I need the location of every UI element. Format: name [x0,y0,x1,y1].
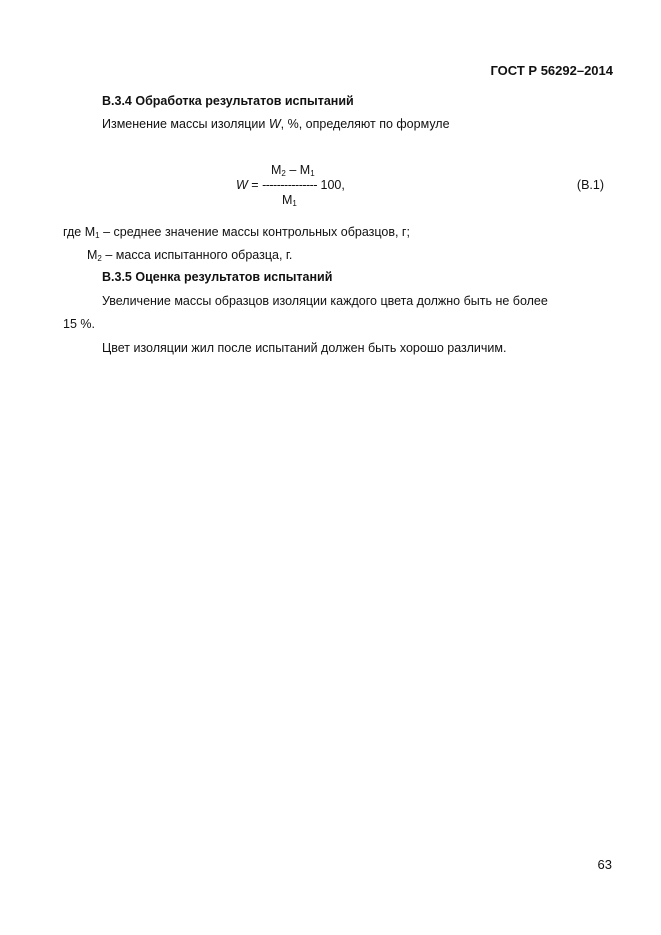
numerator-m1-subscript: 1 [310,169,315,178]
definition-m1 [63,225,410,240]
page-number: 63 [597,857,612,872]
formula-main-line [236,178,345,192]
formula-equals: = [247,178,263,192]
section-heading-b35: В.3.5 Оценка результатов испытаний [102,270,333,284]
definition-m2-prefix: M [87,248,98,262]
document-header: ГОСТ Р 56292–2014 [490,63,613,78]
intro-text-before: Изменение массы изоляции [102,117,269,131]
denominator-m: M [282,193,293,207]
formula-intro [102,117,450,131]
definition-m1-text: – среднее значение массы контрольных образцов, г; [99,225,410,239]
numerator-m: M [271,163,282,177]
definition-m1-subscript: 1 [95,231,100,240]
formula-denominator [282,193,297,208]
paragraph-color-distinguishable: Цвет изоляции жил после испытаний должен быть хорошо различим. [102,341,507,355]
numerator-m2-subscript: 2 [281,169,286,178]
definition-m2-text: – масса испытанного образца, г. [101,248,293,262]
definition-m2-subscript: 2 [97,254,102,263]
denominator-subscript: 1 [292,199,297,208]
intro-text-after: , %, определяют по формуле [280,117,450,131]
formula-numerator [271,163,315,178]
definition-m1-prefix: где M [63,225,96,239]
numerator-minus-m: – M [285,163,311,177]
paragraph-mass-increase-line1: Увеличение массы образцов изоляции каждого цвета должно быть не более [102,294,548,308]
definition-m2 [87,248,292,263]
intro-variable-w: W [268,117,281,131]
formula-fraction-line: --------------- [262,178,318,192]
formula-variable-w: W [236,178,248,192]
formula-multiplier: 100, [317,178,345,192]
formula-number: (В.1) [576,178,604,192]
paragraph-mass-increase-line2: 15 %. [63,317,95,331]
section-heading-b34: В.3.4 Обработка результатов испытаний [102,94,354,108]
